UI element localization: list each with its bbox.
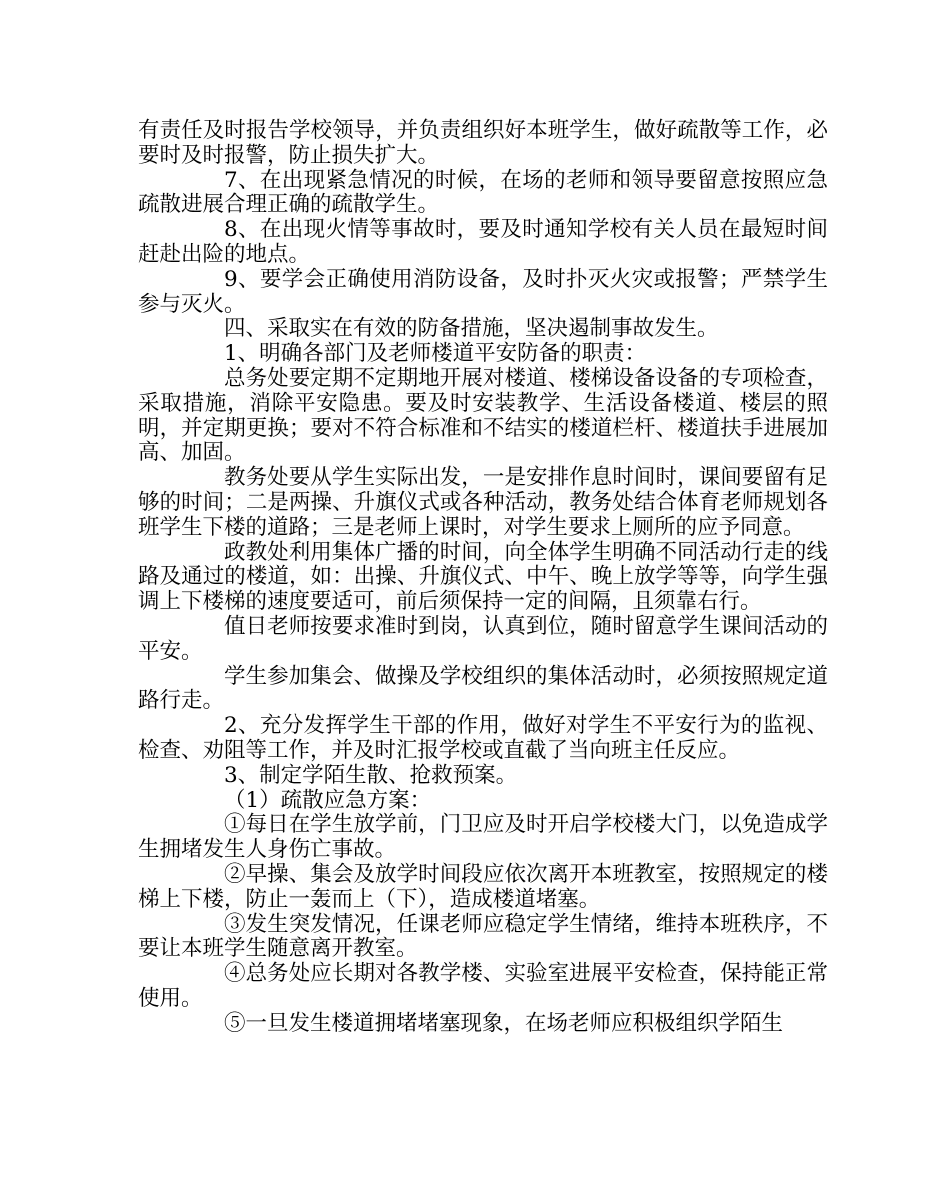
paragraph: 学生参加集会、做操及学校组织的集体活动时，必须按照规定道路行走。 xyxy=(138,663,828,714)
paragraph: 总务处要定期不定期地开展对楼道、楼梯设备设备的专项检查，采取措施，消除平安隐患。要及时安装教学、生活设备楼道、楼层的照明，并定期更换；要对不符合标准和不结实的楼道栏杆、楼道扶手进展加高、加固。 xyxy=(138,365,828,466)
paragraph: ⑤一旦发生楼道拥堵堵塞现象，在场老师应积极组织学陌生 xyxy=(224,1010,784,1036)
paragraph: ③发生突发情况，任课老师应稳定学生情绪，维持本班秩序，不要让本班学生随意离开教室。 xyxy=(138,911,828,962)
paragraph: 7、在出现紧急情况的时候，在场的老师和领导要留意按照应急疏散进展合理正确的疏散学生。 xyxy=(138,167,828,218)
paragraph: ④总务处应长期对各教学楼、实验室进展平安检查，保持能正常使用。 xyxy=(138,961,828,1011)
paragraph: 9、要学会正确使用消防设备，及时扑灭火灾或报警；严禁学生参与灭火。 xyxy=(138,266,828,317)
paragraph: 2、充分发挥学生干部的作用，做好对学生不平安行为的监视、检查、劝阻等工作，并及时汇报学校或直截了当向班主任反应。 xyxy=(138,713,828,763)
paragraph: （1）疏散应急方案： xyxy=(224,787,432,813)
paragraph: 8、在出现火情等事故时，要及时通知学校有关人员在最短时间赶赴出险的地点。 xyxy=(138,217,828,267)
paragraph: ②早操、集会及放学时间段应依次离开本班教室，按照规定的楼梯上下楼，防止一轰而上（下），造成楼道堵塞。 xyxy=(138,861,828,912)
paragraph: 值日老师按要求准时到岗，认真到位，随时留意学生课间活动的平安。 xyxy=(138,613,828,664)
paragraph: 教务处要从学生实际出发，一是安排作息时间时，课间要留有足够的时间；二是两操、升旗仪式或各种活动，教务处结合体育老师规划各班学生下楼的道路；三是老师上课时，对学生要求上厕所的应予同意。 xyxy=(138,465,828,540)
document-body xyxy=(138,119,828,1036)
paragraph: 1、明确各部门及老师楼道平安防备的职责： xyxy=(224,341,647,367)
paragraph: 四、采取实在有效的防备措施，坚决遏制事故发生。 xyxy=(224,316,719,342)
paragraph: ①每日在学生放学前，门卫应及时开启学校楼大门，以免造成学生拥堵发生人身伤亡事故。 xyxy=(138,812,828,863)
paragraph: 3、制定学陌生散、抢救预案。 xyxy=(224,762,518,788)
paragraph: 有责任及时报告学校领导，并负责组织好本班学生，做好疏散等工作，必要时及时报警，防止损失扩大。 xyxy=(138,118,828,168)
paragraph: 政教处利用集体广播的时间，向全体学生明确不同活动行走的线路及通过的楼道，如：出操、升旗仪式、中午、晚上放学等等，向学生强调上下楼梯的速度要适可，前后须保持一定的间隔，且须靠右行。 xyxy=(138,539,828,615)
